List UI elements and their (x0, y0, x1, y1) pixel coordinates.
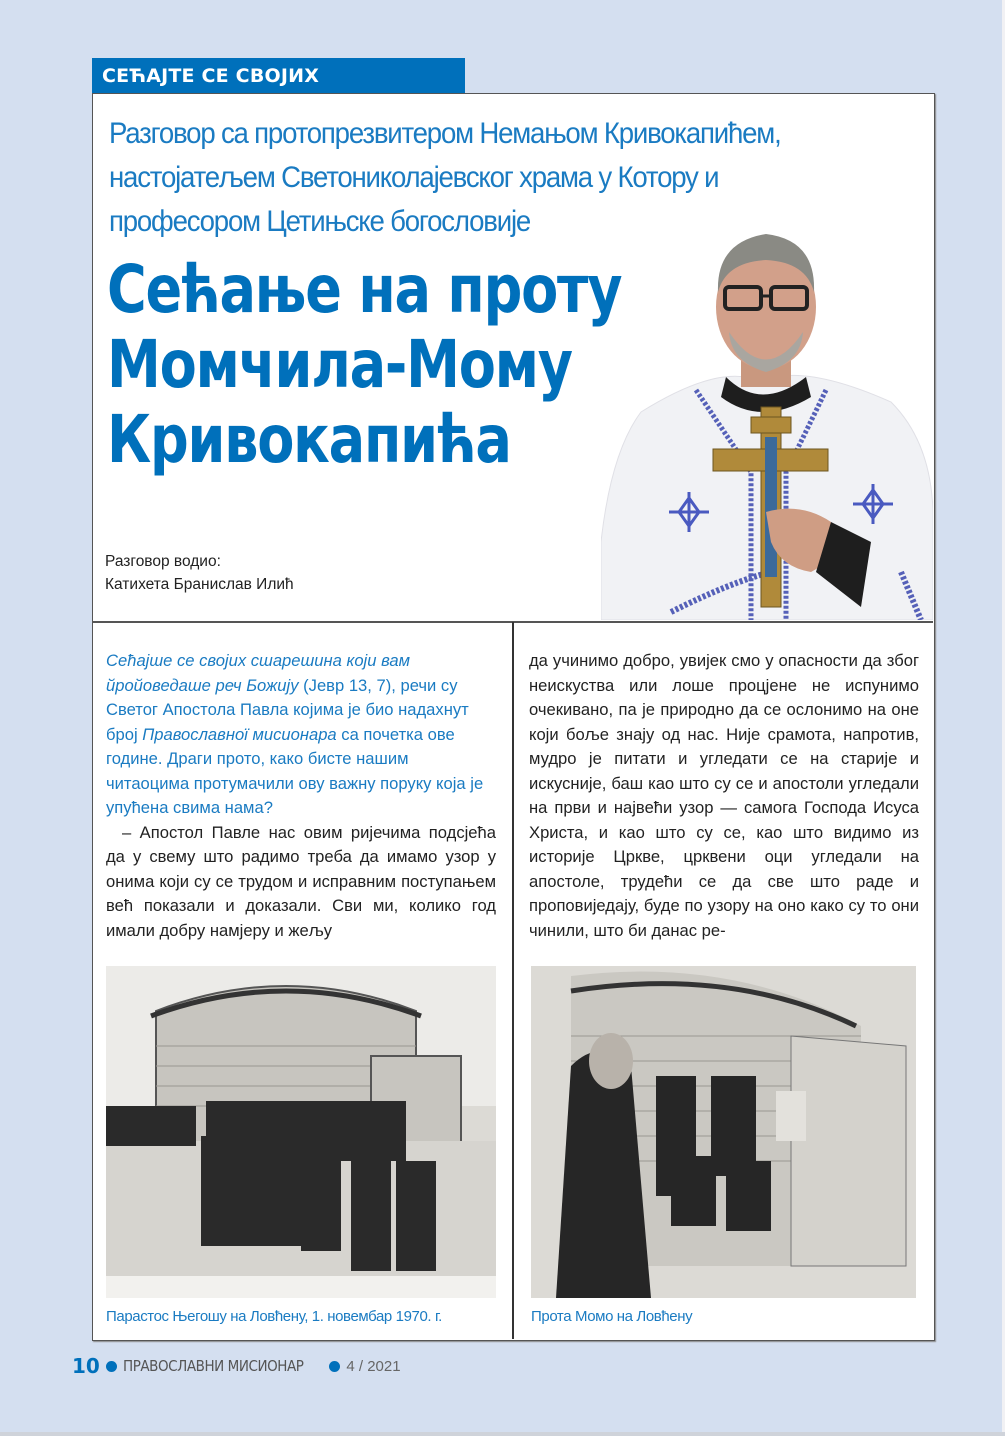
page-number: 10 (72, 1354, 100, 1378)
subtitle-line: Разговор са протопрезвитером Немањом Кривокапићем, (109, 117, 781, 150)
title-line: Момчила-Мому (107, 326, 572, 403)
subtitle-line: професором Цетињске богословије (109, 205, 531, 238)
subtitle-line: настојатељем Светониколајевског храма у Котору и (109, 161, 719, 194)
photo-caption-left: Парастос Његошу на Ловћену, 1. новембар 1970. г. (106, 1308, 442, 1325)
page-footer (72, 1354, 401, 1378)
answer-continued: да учинимо добро, увијек смо у опасности да због неискуства или лоше процјене не испунимо очекивано, па је природно да се ослонимо на оне који боље знају од нас. Није срамота, напротив, мудро је питати и угледати се на старије и искусније, баш као што су се и апостоли угледали на први и највећи узор — самога Господа Исуса Христа, и као што су се, као што видимо из историје Цркве, црквени оци угледали на апостоле, трудећи се да све што раде и проповиједају, буде по узору на оно како су то они чинили, што би данас ре- (529, 651, 919, 940)
article-column-right (529, 649, 919, 943)
article-column-left (106, 649, 496, 943)
prota-momo-photo (531, 966, 916, 1298)
lead-question (106, 649, 496, 821)
lead-text: са почетка ове године. Драги прото, како бисте нашим читаоцима протумачили ову важну поруку која је упућена свима нама? (106, 724, 484, 817)
article-title (107, 252, 621, 477)
lead-quote-italic: Сећајше се својих сшарешина који вам йройоведаше реч Божију (106, 651, 410, 695)
answer-paragraph: – Апостол Павле нас овим ријечима подсјећа да у свему што радимо треба да имамо узор у онима који су се трудом и исправним поступањем већ показали и доказали. Сви ми, колико год имали добру намјеру и жељу (106, 822, 496, 940)
section-label: СЕЋАЈТЕ СЕ СВОЈИХ (92, 58, 465, 94)
priest-portrait-image (601, 212, 933, 620)
bullet-dot-icon (329, 1361, 340, 1372)
column-divider (512, 622, 514, 1339)
article-header (93, 94, 933, 621)
lovcen-group-photo (106, 966, 496, 1298)
page-bottom-edge (0, 1432, 1005, 1436)
issue-number: 4 / 2021 (346, 1357, 401, 1375)
bullet-dot-icon (106, 1361, 117, 1372)
byline-label: Разговор водио: (105, 553, 221, 570)
byline-name: Катихета Бранислав Илић (105, 576, 294, 593)
title-line: Сећање на проту (107, 251, 622, 328)
magazine-name: ПРАВОСЛАВНИ МИСИОНАР (122, 1357, 304, 1375)
photo-caption-right: Прота Момо на Ловћену (531, 1308, 693, 1325)
magazine-name-italic: Православної мисионара (142, 724, 337, 744)
lead-text: (Јевр 13, 7), речи су Светог Апостола Павла којима је био надахнут број (106, 675, 469, 744)
article-frame (92, 93, 935, 1341)
title-line: Кривокапића (107, 401, 511, 478)
byline (105, 550, 294, 596)
